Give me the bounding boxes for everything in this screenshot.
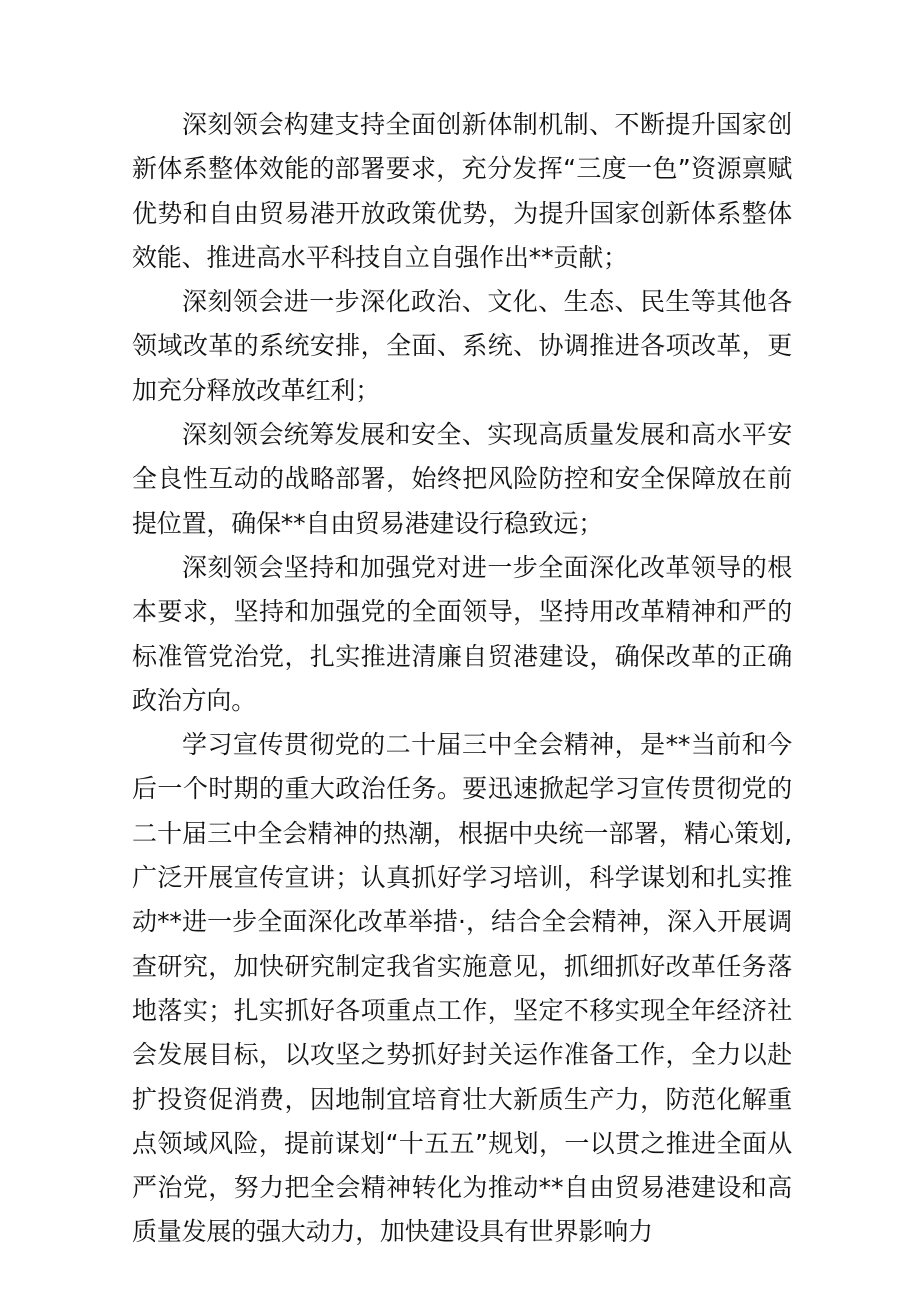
- paragraph-reform-areas: 深刻领会进一步深化政治、文化、生态、民生等其他各领域改革的系统安排，全面、系统、协调推进各项改革，更加充分释放改革红利；: [132, 287, 792, 405]
- paragraph-party-leadership: 深刻领会坚持和加强党对进一步全面深化改革领导的根本要求，坚持和加强党的全面领导，坚持用改革精神和严的标准管党治党，扎实推进清廉自贸港建设，确保改革的正确政治方向。: [132, 552, 792, 715]
- paragraph-development-security: 深刻领会统筹发展和安全、实现高质量发展和高水平安全良性互动的战略部署，始终把风险防控和安全保障放在前提位置，确保**自由贸易港建设行稳致远；: [132, 420, 792, 538]
- document-body: [132, 103, 792, 1255]
- paragraph-innovation: 深刻领会构建支持全面创新体制机制、不断提升国家创新体系整体效能的部署要求，充分发挥“三度一色”资源禀赋优势和自由贸易港开放政策优势，为提升国家创新体系整体效能、推进高水平科技自立自强作出**贡献；: [132, 110, 792, 272]
- paragraph-study-publicize: 学习宣传贯彻党的二十届三中全会精神，是**当前和今后一个时期的重大政治任务。要迅速掀起学习宣传贯彻党的二十届三中全会精神的热潮，根据中央统一部署，精心策划,广泛开展宣传宣讲；认真抓好学习培训，科学谋划和扎实推动**进一步全面深化改革举措·，结合全会精神，深入开展调查研究，加快研究制定我省实施意见，抓细抓好改革任务落地落实；扎实抓好各项重点工作，坚定不移实现全年经济社会发展目标，以攻坚之势抓好封关运作准备工作，全力以赴扩投资促消费，因地制宜培育壮大新质生产力，防范化解重点领域风险，提前谋划“十五五”规划，一以贯之推进全面从严治党，努力把全会精神转化为推动**自由贸易港建设和高质量发展的强大动力，加快建设具有世界影响力: [132, 730, 792, 1247]
